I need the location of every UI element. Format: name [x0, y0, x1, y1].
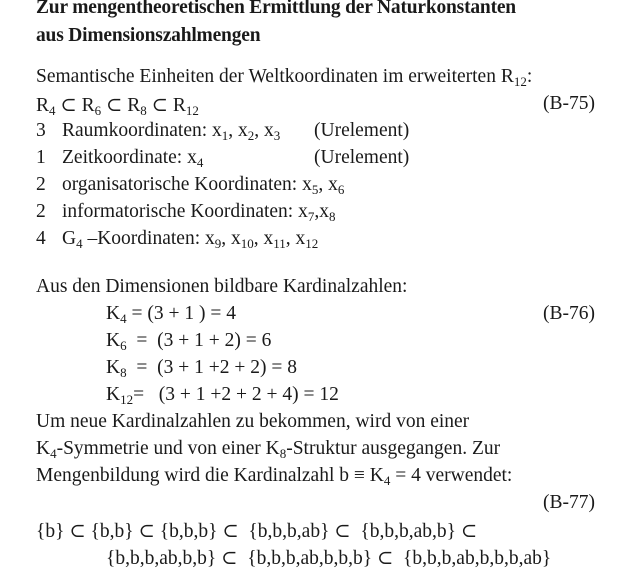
subset-symbol: ⊂ [101, 95, 128, 116]
k-subscript: 6 [120, 338, 127, 353]
separator: , [314, 201, 320, 222]
variable-subscript: 1 [221, 128, 229, 143]
line2-text: -Symmetrie und von einer K [56, 438, 280, 459]
coordinate-count: 3 [36, 120, 46, 141]
coordinate-count: 1 [36, 147, 46, 168]
coordinate-label: informatorische Koordinaten: [62, 201, 299, 222]
variable-subscript: 5 [311, 182, 319, 197]
variable-subscript: 9 [214, 236, 222, 251]
coordinate-label: Zeitkoordinate: [62, 147, 188, 168]
variable: x [238, 120, 248, 141]
label-subscript: 4 [76, 236, 83, 251]
variable: x [204, 228, 215, 249]
section3-line-1: Um neue Kardinalzahlen zu bekommen, wird von einer [36, 411, 470, 432]
space-symbol: R [36, 95, 50, 116]
equation-rhs: = (3 + 1 +2 + 2 + 4) = 12 [133, 384, 339, 405]
intro-text: Semantische Einheiten der Weltkoordinaten im erweiterten R [36, 66, 514, 87]
equation-label-b76: (B-76) [543, 303, 595, 324]
variable: x [263, 228, 274, 249]
space-subscript: 12 [185, 103, 199, 118]
coordinate-label: organisatorische Koordinaten: [62, 174, 303, 195]
separator: , [318, 174, 329, 195]
k-symbol: K [106, 303, 121, 324]
document-title-line-1: Zur mengentheoretischen Ermittlung der Naturkonstanten [36, 0, 516, 18]
document-title-line-2: aus Dimensionszahlmengen [36, 25, 261, 46]
section1-intro [36, 66, 532, 88]
k-subscript: 8 [120, 365, 127, 380]
variable: x [298, 201, 308, 222]
k-symbol: K [106, 330, 121, 351]
coordinate-count: 2 [36, 201, 46, 222]
section3-line-3 [36, 465, 512, 487]
separator: , [285, 228, 296, 249]
variable-subscript: 12 [305, 236, 319, 251]
equation-label-b77: (B-77) [543, 492, 595, 513]
coordinate-note: (Urelement) [314, 147, 410, 168]
coordinate-note: (Urelement) [314, 120, 410, 141]
space-symbol: R [172, 95, 186, 116]
variable-subscript: 11 [273, 236, 286, 251]
coordinate-row [36, 147, 203, 169]
k-subscript: 4 [120, 311, 127, 326]
variable: x [295, 228, 306, 249]
space-subscript: 8 [140, 103, 147, 118]
coordinate-label: –Koordinaten: [82, 228, 205, 249]
cardinal-equation [106, 384, 339, 406]
variable-subscript: 8 [328, 209, 336, 224]
line3-text: Mengenbildung wird die Kardinalzahl b ≡ K [36, 465, 384, 486]
subset-symbol: ⊂ [55, 95, 82, 116]
equation-rhs: = (3 + 1 + 2) = 6 [126, 330, 272, 351]
space-subscript: 6 [94, 103, 102, 118]
variable-subscript: 10 [240, 236, 254, 251]
coordinate-row [36, 228, 318, 250]
equation-label-b75: (B-75) [543, 93, 595, 114]
coordinate-row [36, 174, 344, 196]
cardinal-equation [106, 330, 271, 352]
equation-rhs: = (3 + 1 +2 + 2) = 8 [126, 357, 297, 378]
set-chain-line-1: {b} ⊂ {b,b} ⊂ {b,b,b} ⊂ {b,b,b,ab} ⊂ {b,b,b,ab,b} ⊂ [36, 521, 478, 542]
coordinate-count: 2 [36, 174, 46, 195]
cardinal-equation [106, 303, 236, 325]
line3-text-end: = 4 verwendet: [390, 465, 513, 486]
coordinate-row [36, 201, 335, 223]
separator: , [253, 228, 264, 249]
intro-end: : [526, 66, 533, 87]
k-symbol: K [106, 384, 121, 405]
variable-subscript: 2 [247, 128, 255, 143]
variable: x [302, 174, 312, 195]
set-chain-line-2: {b,b,b,ab,b,b} ⊂ {b,b,b,ab,b,b,b} ⊂ {b,b,b,ab,b,b,b,ab} [106, 548, 552, 569]
coordinate-count: 4 [36, 228, 46, 249]
k-subscript: 12 [120, 392, 134, 407]
label-symbol: G [62, 228, 77, 249]
space-symbol: R [127, 95, 141, 116]
line2-text-end: -Struktur ausgegangen. Zur [286, 438, 501, 459]
variable-subscript: 6 [337, 182, 345, 197]
section2-intro: Aus den Dimensionen bildbare Kardinalzahlen: [36, 276, 408, 297]
separator: , [221, 228, 231, 249]
space-subscript: 4 [49, 103, 56, 118]
k-symbol: K [106, 357, 121, 378]
variable: x [319, 201, 329, 222]
section3-line-2 [36, 438, 500, 460]
space-symbol: R [81, 95, 95, 116]
k-subscript: 8 [279, 446, 287, 461]
variable-subscript: 7 [307, 209, 315, 224]
separator: , [254, 120, 265, 141]
k-symbol: K [36, 438, 51, 459]
variable: x [230, 228, 241, 249]
cardinal-equation [106, 357, 297, 379]
subset-chain [36, 93, 199, 117]
k-subscript: 4 [383, 473, 391, 488]
coordinate-row [36, 120, 280, 142]
variable-subscript: 4 [196, 155, 204, 170]
intro-subscript: 12 [513, 74, 527, 89]
variable: x [328, 174, 338, 195]
variable-subscript: 3 [273, 128, 281, 143]
subset-symbol: ⊂ [146, 95, 173, 116]
variable: x [264, 120, 274, 141]
k-subscript: 4 [50, 446, 57, 461]
equation-rhs: = (3 + 1 ) = 4 [126, 303, 236, 324]
variable: x [187, 147, 197, 168]
coordinate-label: Raumkoordinaten: [62, 120, 213, 141]
separator: , [228, 120, 239, 141]
variable: x [212, 120, 222, 141]
